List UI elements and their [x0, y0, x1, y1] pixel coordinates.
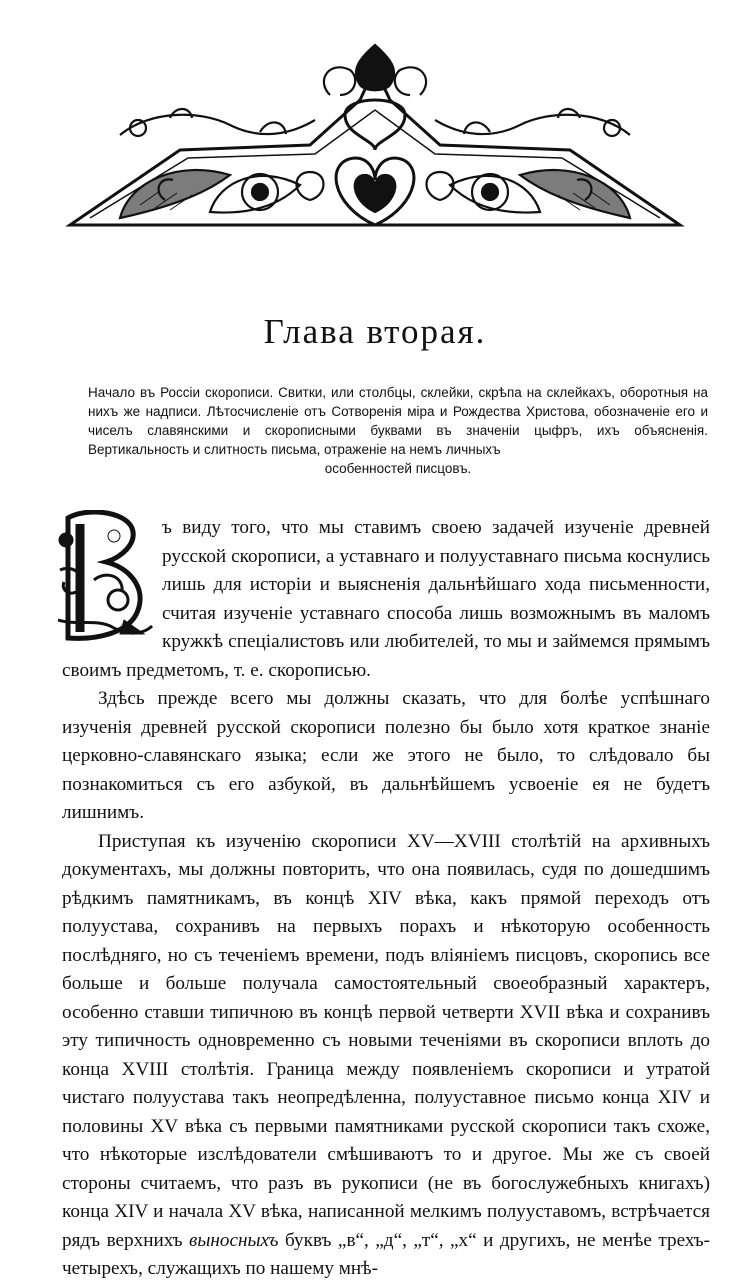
- dropcap-letter: В: [103, 610, 105, 611]
- paragraph-3-part-b: буквъ „в“, „д“, „т“, „х“ и другихъ, не менѣе трехъ-четырехъ, служащихъ по нашему мнѣ-: [62, 1229, 711, 1279]
- dropcap: [54, 510, 154, 646]
- headpiece-ornament: [60, 40, 690, 235]
- chapter-summary: [88, 383, 708, 478]
- paragraph-2: Здѣсь прежде всего мы должны сказать, что для болѣе успѣшнаго изученія древней русской скорописи полезно бы было хотя краткое знаніе церковно-славянскаго языка; если же этого не было, то слѣдовало бы познакомиться съ его азбукой, въ дальнѣйшемъ усвоеніе ея не будетъ лишнимъ.: [62, 688, 710, 823]
- body-text: [62, 514, 710, 1284]
- paragraph-1: ъ виду того, что мы ставимъ своею задачей изученіе древней русской скорописи, а уставнаго и полууставнаго письма коснулись лишь для исторіи и выясненія дальнѣйшаго хода письменности, считая изученіе уставнаго способа лишь возможнымъ въ маломъ кружкѣ спеціалистовъ или любителей, то мы и займемся прямымъ своимъ предметомъ, т. е. скорописью.: [62, 517, 710, 681]
- summary-last-line: особенностей писцовъ.: [324, 461, 472, 476]
- paragraph-3-part-a: Приступая къ изученію скорописи XV—XVIII столѣтій на архивныхъ документахъ, мы должны повторить, что она появилась, судя по дошедшимъ рѣдкимъ памятникамъ, въ концѣ XIV вѣка, какъ прямой переходъ отъ полуустава, сохранивъ на первыхъ порахъ и нѣкоторую особенность послѣдняго, но съ теченіемъ времени, подъ вліяніемъ писцовъ, скоропись все больше и больше получала самостоятельный своеобразный характеръ, особенно ставши типичною въ концѣ первой четверти XVII вѣка и сохранивъ эту типичность одновременно съ новыми теченіями въ скорописи вплоть до конца XVIII столѣтія. Граница между появленіемъ скорописи и утратой чистаго полуустава такъ неопредѣленна, полууставное письмо конца XIV и половины XV вѣка съ первыми памятниками русской скорописи такъ схоже, что нѣкоторые изслѣдователи смѣшиваютъ то и другое. Мы же съ своей стороны считаемъ, что разъ въ рукописи (не въ богослужебныхъ книгахъ) конца XIV и начала XV вѣка, написанной мелкимъ полууставомъ, встрѣчается рядъ верхнихъ: [62, 830, 710, 1251]
- paragraph-3: [62, 828, 710, 1284]
- dropcap-ornament-icon: [54, 510, 154, 646]
- paragraph-3-emphasis: выносныхъ: [189, 1229, 279, 1251]
- summary-text: Начало въ Россіи скорописи. Свитки, или столбцы, склейки, скрѣпа на склейкахъ, оборотныя на нихъ же надписи. Лѣтосчисленіе отъ Сотворенія міра и Рождества Христова, обозначеніе его и чиселъ славянскими и скорописными буквами въ значеніи цыфръ, ихъ объясненія. Вертикальность и слитность письма, отраженіе на немъ личныхъ: [88, 385, 708, 457]
- chapter-title: Глава вторая.: [263, 312, 487, 351]
